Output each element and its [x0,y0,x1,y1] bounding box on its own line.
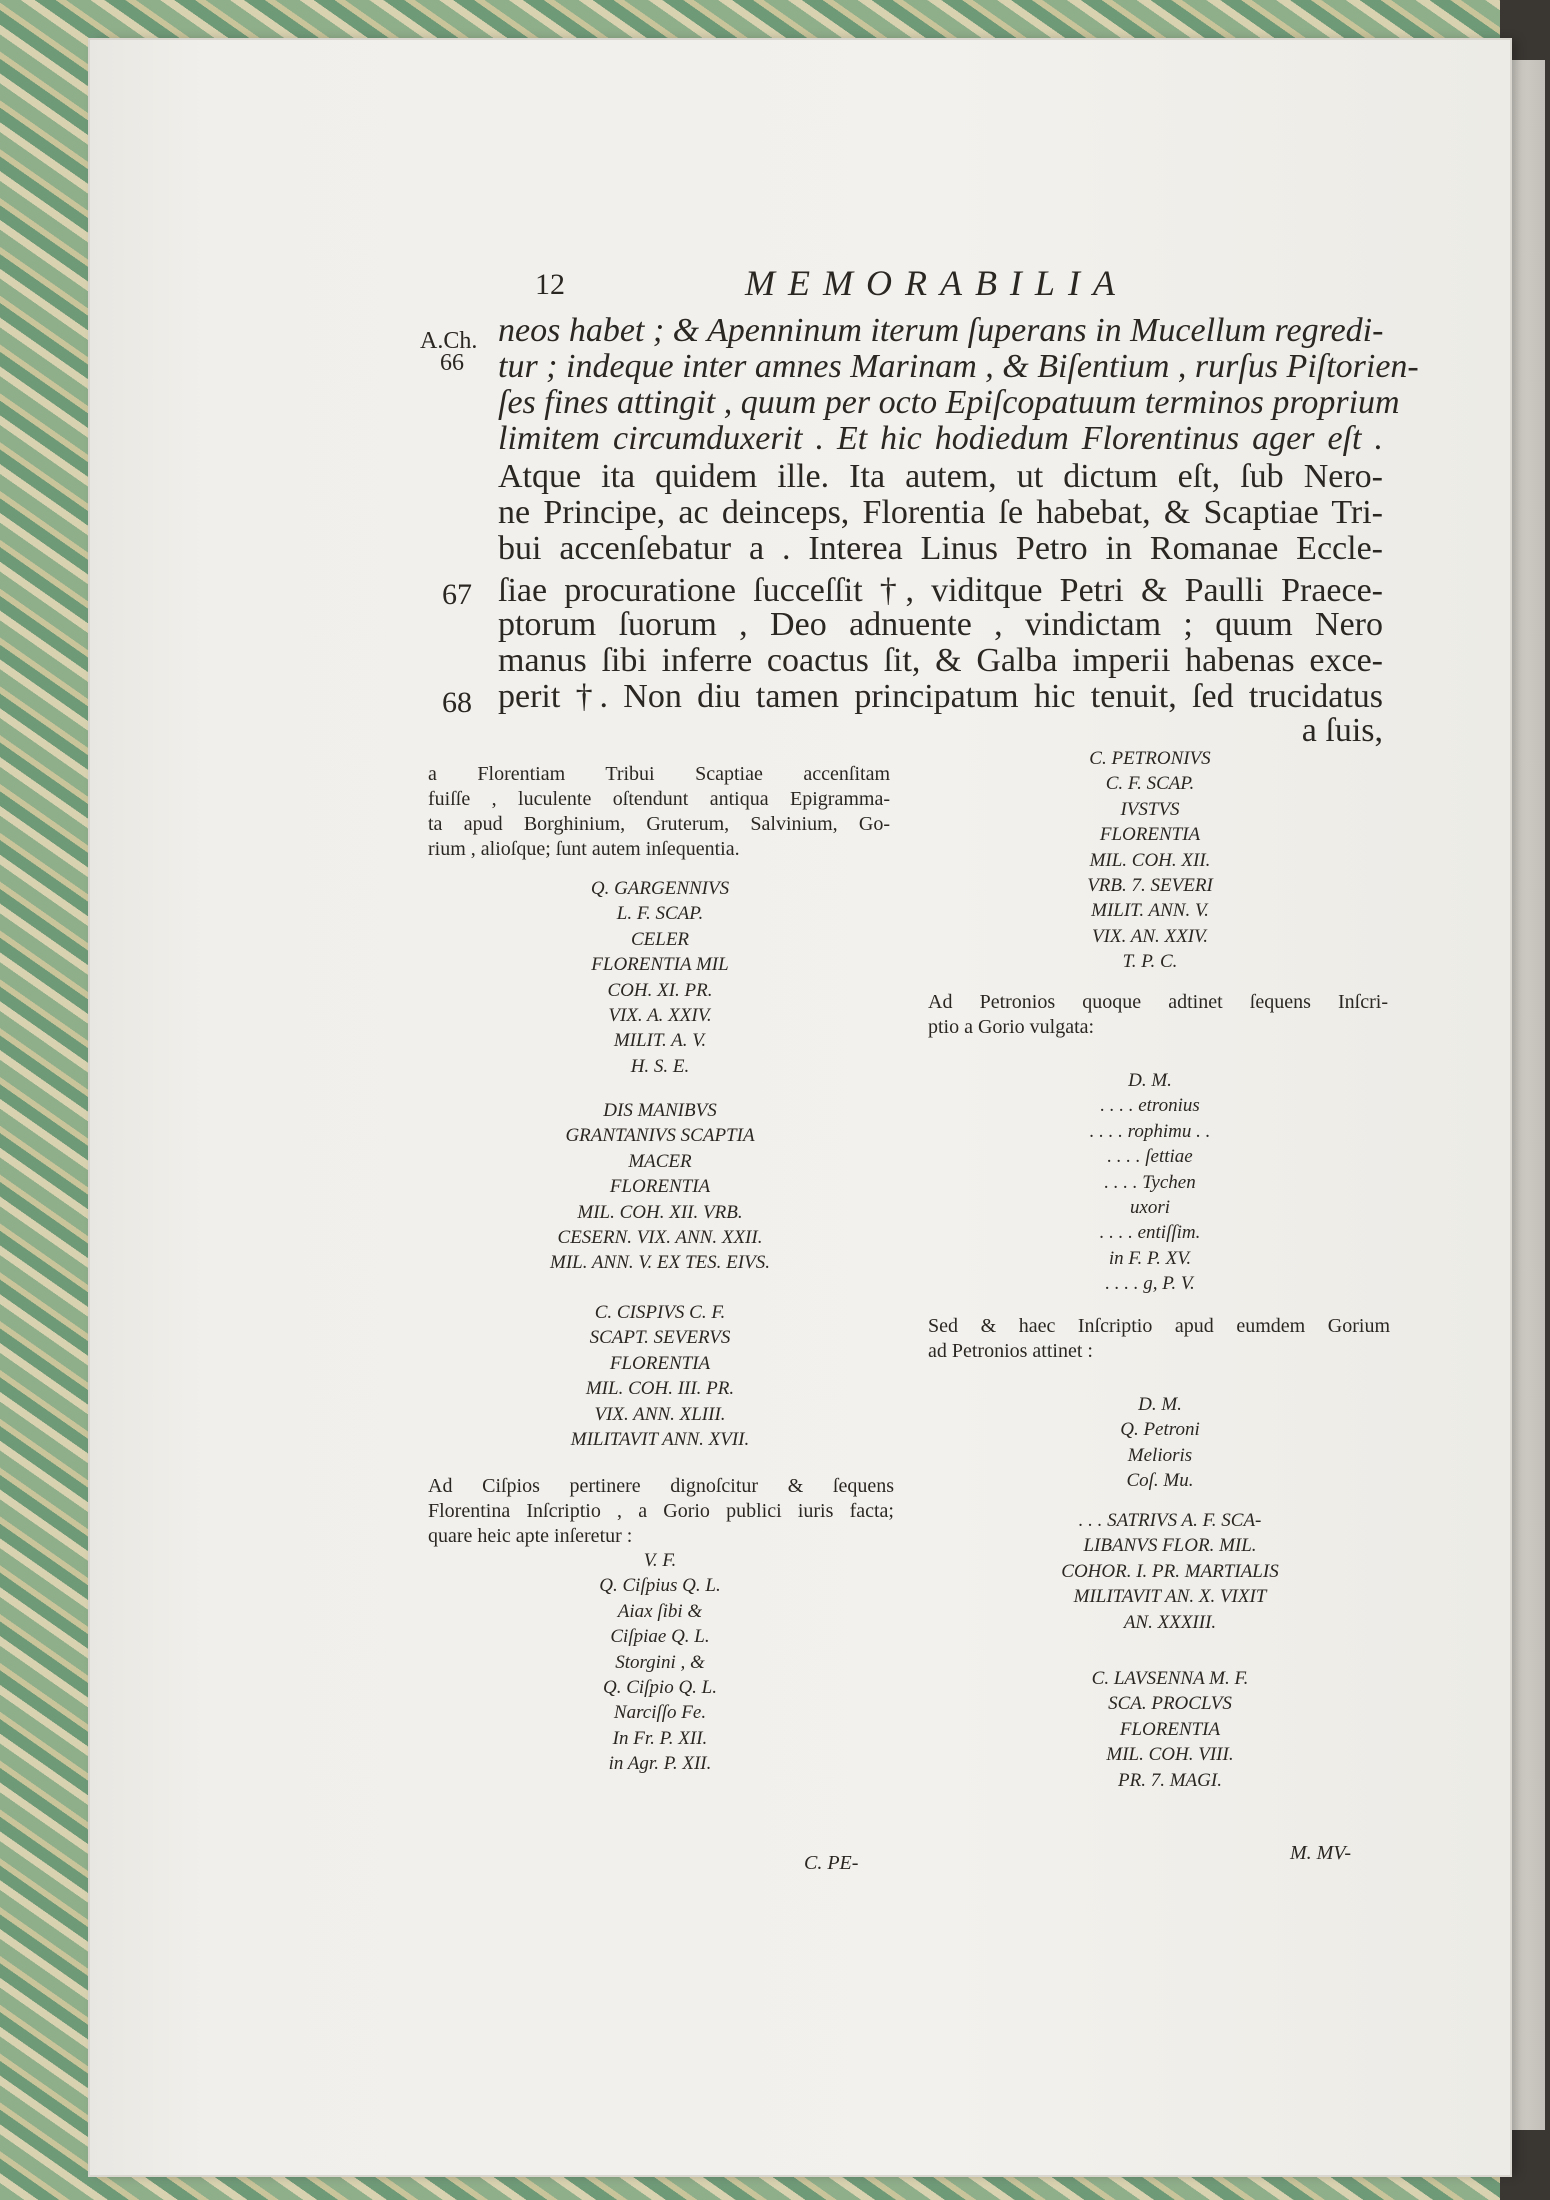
footnote-line: a Florentiam Tribui Scaptiae accenſitam [428,763,890,785]
inscription-line: FLORENTIA [609,1176,711,1198]
inscription-line: Q. Petroni [1120,1419,1200,1441]
inscription-line: AN. XXXIII. [1123,1611,1217,1633]
paragraph-line: Sed & haec Inſcriptio apud eumdem Gorium [928,1315,1390,1337]
inscription-line: CELER [630,928,690,950]
paragraph-cispios [428,1474,894,1549]
margin-note-year-66: 66 [440,350,464,376]
inscription-line: Aiax ſibi & [617,1600,703,1622]
paragraph-line: Florentina Inſcriptio , a Gorio publici iuris facta; [428,1500,894,1522]
inscription-line: In Fr. P. XII. [612,1727,708,1749]
body-line-8: ſiae procuratione ſucceſſit †, viditque Petri & Paulli Praece- [498,572,1383,609]
inscription-line: . . . . entiſſim. [1099,1222,1201,1244]
footnote-line: rium , alioſque; ſunt autem inſequentia. [428,838,740,860]
inscription-line: FLORENTIA [609,1352,711,1374]
inscription-line: MIL. COH. XII. [1089,849,1211,871]
inscription-line: V. F. [643,1550,677,1571]
inscription-line: H. S. E. [630,1055,690,1077]
catchword-left: C. PE- [804,1852,859,1874]
paragraph-line: ad Petronios attinet : [928,1340,1093,1362]
inscription-line: . . . . Tychen [1104,1171,1196,1193]
paragraph-line: quare heic apte inſeretur : [428,1525,633,1547]
footnote-line: ta apud Borghinium, Gruterum, Salvinium, Go- [428,813,890,835]
paragraph-line: Ad Ciſpios pertinere dignoſcitur & ſequens [428,1475,894,1497]
inscription-gargennius [440,876,880,1079]
body-line-1: neos habet ; & Apenninum iterum ſuperans in Mucellum regredi- [498,312,1384,349]
inscription-line: LIBANVS FLOR. MIL. [1083,1535,1257,1557]
inscription-line: FLORENTIA [1099,824,1201,846]
inscription-line: GRANTANIVS SCAPTIA [565,1125,755,1147]
inscription-line: MILIT. ANN. V. [1091,900,1209,922]
inscription-line: VIX. ANN. XLIII. [594,1403,726,1425]
inscription-line: MIL. COH. VIII. [1106,1744,1234,1766]
body-last-line: a ſuis, [1301,712,1383,749]
paragraph-gorium [928,1314,1390,1364]
inscription-line: uxori [1129,1197,1171,1219]
body-line-2: tur ; indeque inter amnes Marinam , & Biſentium , rurſus Piſtorien- [498,348,1419,385]
inscription-line: Ciſpiae Q. L. [610,1626,710,1648]
body-line-5: Atque ita quidem ille. Ita autem, ut dictum eſt, ſub Nero- [498,458,1383,495]
inscription-line: DIS MANIBVS [603,1100,717,1121]
inscription-line: in F. P. XV. [1108,1247,1192,1269]
body-line-4: limitem circumduxerit . Et hic hodiedum Florentinus ager eſt . [498,420,1383,457]
inscription-line: C. LAVSENNA M. F. [1091,1668,1249,1689]
inscription-line: D. M. [1138,1394,1182,1415]
inscription-line: CESERN. VIX. ANN. XXII. [557,1227,763,1249]
inscription-line: . . . . g, P. V. [1105,1273,1195,1295]
inscription-line: IVSTVS [1120,798,1180,820]
inscription-line: Narciſſo Fe. [613,1702,707,1724]
inscription-petronius [980,746,1320,975]
inscription-line: MACER [628,1150,692,1172]
inscription-line: T. P. C. [1122,951,1178,973]
footnote-line: fuiſſe , luculente oſtendunt antiqua Epigramma- [428,788,890,810]
inscription-line: Coſ. Mu. [1126,1470,1194,1492]
body-line-6: ne Principe, ac deinceps, Florentia ſe habebat, & Scaptiae Tri- [498,494,1383,531]
body-line-9: ptorum ſuorum , Deo adnuente , vindictam ; quum Nero [498,606,1383,643]
inscription-line: MILITAVIT AN. X. VIXIT [1073,1586,1267,1608]
inscription-line: FLORENTIA MIL [591,954,729,976]
inscription-line: Q. Ciſpio Q. L. [602,1677,718,1699]
running-head: MEMORABILIA [745,263,1128,303]
paragraph-line: ptio a Gorio vulgata: [928,1016,1095,1038]
inscription-line: in Agr. P. XII. [608,1753,712,1775]
margin-note-ach: A.Ch. [420,328,478,354]
next-page-edge [1505,60,1545,2130]
body-line-3: ſes fines attingit , quum per octo Epiſcopatuum terminos proprium [498,384,1400,421]
inscription-grantanius [440,1098,880,1276]
footnote-a [428,762,890,862]
inscription-line: MILITAVIT ANN. XVII. [570,1429,750,1451]
paragraph-line: Ad Petronios quoque adtinet ſequens Inſcri- [928,991,1388,1013]
inscription-line: C. F. SCAP. [1105,773,1195,795]
inscription-cispius-florentina [440,1548,880,1777]
inscription-line: L. F. SCAP. [616,903,704,925]
inscription-line: COH. XI. PR. [607,979,713,1001]
inscription-line: SCAPT. SEVERVS [589,1327,731,1349]
margin-year-67: 67 [442,578,472,611]
inscription-line: MIL. COH. XII. VRB. [577,1201,743,1223]
inscription-line: MIL. ANN. V. EX TES. EIVS. [550,1252,770,1274]
inscription-satrius [990,1508,1350,1635]
inscription-lausenna [1000,1666,1340,1793]
inscription-line: SCA. PROCLVS [1108,1693,1232,1715]
inscription-line: MIL. COH. III. PR. [585,1378,735,1400]
inscription-line: VIX. AN. XXIV. [1092,925,1208,947]
inscription-line: VRB. 7. SEVERI [1087,875,1213,897]
inscription-petroni-melioris [1040,1392,1280,1494]
inscription-line: . . . . rophimu . . [1089,1120,1211,1142]
inscription-line: Melioris [1127,1444,1193,1466]
inscription-line: . . . . etronius [1100,1095,1200,1117]
paragraph-petronios [928,990,1388,1040]
inscription-line: C. CISPIVS C. F. [594,1302,726,1323]
inscription-line: Q. GARGENNIVS [590,878,730,899]
inscription-line: Storgini , & [615,1651,705,1673]
body-line-10: manus ſibi inferre coactus ſit, & Galba imperii habenas exce- [498,642,1383,679]
inscription-line: COHOR. I. PR. MARTIALIS [1061,1560,1279,1582]
inscription-line: D. M. [1128,1070,1172,1091]
inscription-line: . . . . ſettiae [1107,1146,1193,1168]
catchword-right: M. MV- [1290,1842,1352,1864]
inscription-line: MILIT. A. V. [613,1030,707,1052]
inscription-petronius-gorio [1000,1068,1300,1297]
inscription-line: VIX. A. XXIV. [608,1005,712,1027]
page-number: 12 [535,268,565,301]
body-line-7: bui accenſebatur a . Interea Linus Petro in Romanae Eccle- [498,530,1383,567]
inscription-line: Q. Ciſpius Q. L. [599,1575,721,1597]
inscription-line: PR. 7. MAGI. [1118,1769,1222,1791]
inscription-line: FLORENTIA [1119,1718,1221,1740]
inscription-line: C. PETRONIVS [1089,748,1211,769]
body-line-11: perit †. Non diu tamen principatum hic tenuit, ſed trucidatus [498,678,1383,715]
inscription-cispius [440,1300,880,1452]
margin-year-68: 68 [442,686,472,719]
inscription-line: . . . SATRIVS A. F. SCA- [1078,1510,1262,1531]
